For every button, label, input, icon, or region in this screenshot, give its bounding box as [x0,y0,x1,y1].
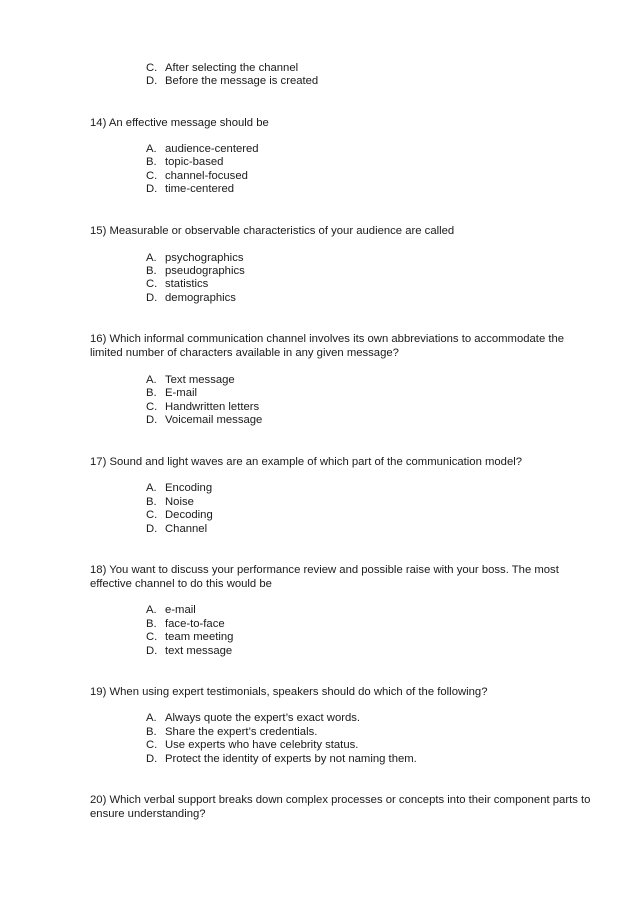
question-text: 18) You want to discuss your performance review and possible raise with your boss. The most effective channel to do this would be [90,564,559,590]
option-b: B. pseudographics [146,265,245,277]
option-d: D. Channel [146,523,208,535]
option-d: D. Protect the identity of experts by not naming them. [146,753,417,765]
option-c: C. channel-focused [146,170,248,182]
option-a: A. psychographics [146,252,244,264]
option-c: C. Decoding [146,509,213,521]
option-b: B. E-mail [146,387,198,399]
question-text: 17) Sound and light waves are an example of which part of the communication model? [90,456,523,468]
option-d: D. Voicemail message [146,414,263,426]
option-13-c: C. After selecting the channel [146,62,299,74]
option-b: B. topic-based [146,156,224,168]
option-d: D. time-centered [146,183,235,195]
option-c: C. team meeting [146,631,234,643]
option-13-d: D. Before the message is created [146,75,319,87]
option-d: D. demographics [146,292,236,304]
option-d: D. text message [146,645,233,657]
question-text: 14) An effective message should be [90,117,269,129]
question-text: 19) When using expert testimonials, speakers should do which of the following? [90,686,488,698]
option-a: A. Always quote the expert’s exact words. [146,712,361,724]
question-text: 15) Measurable or observable characteristics of your audience are called [90,225,455,237]
option-a: A. Text message [146,374,235,386]
option-b: B. face-to-face [146,618,225,630]
option-a: A. e-mail [146,604,196,616]
option-b: B. Share the expert’s credentials. [146,726,318,738]
option-c: C. statistics [146,278,209,290]
option-c: C. Use experts who have celebrity status. [146,739,359,751]
option-c: C. Handwritten letters [146,401,260,413]
question-text: 16) Which informal communication channel involves its own abbreviations to accommodate the limited number of characters available in any given message? [90,333,565,359]
option-a: A. audience-centered [146,143,259,155]
option-b: B. Noise [146,496,194,508]
option-a: A. Encoding [146,482,213,494]
question-text: 20) Which verbal support breaks down complex processes or concepts into their component parts to ensure understanding? [90,794,591,820]
